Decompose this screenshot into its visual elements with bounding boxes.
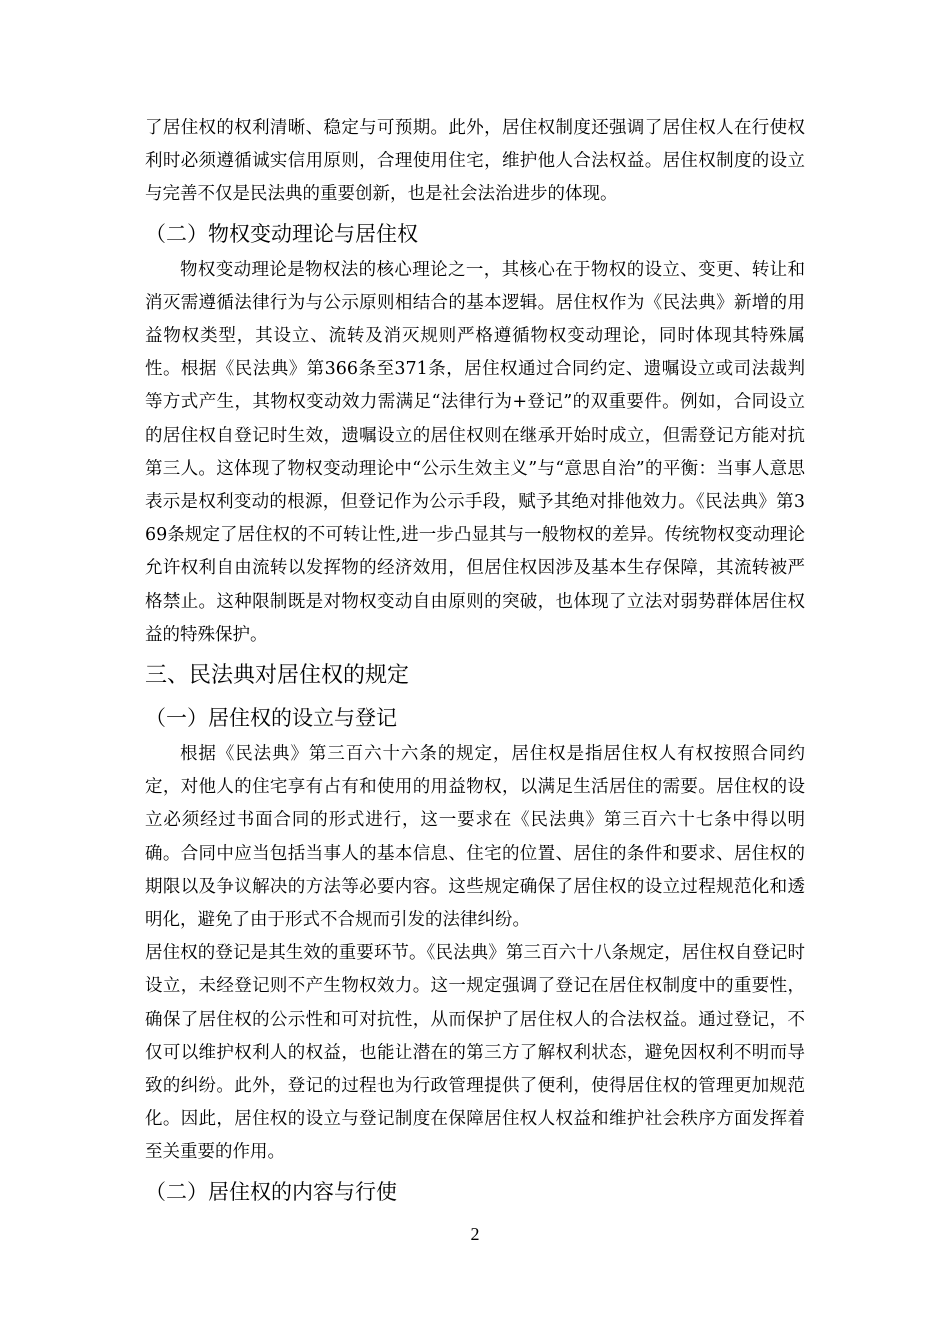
section-2-2-paragraph: 物权变动理论是物权法的核心理论之一，其核心在于物权的设立、变更、转让和消灭需遵循法律行为与公示原则相结合的基本逻辑。居住权作为《民法典》新增的用益物权类型，其设立、流转及消灭规则严格遵循物权变动理论，同时体现其特殊属性。根据《民法典》第366条至371条，居住权通过合同约定、遗嘱设立或司法裁判等方式产生，其物权变动效力需满足“法律行为+登记”的双重要件。例如，合同设立的居住权自登记时生效，遗嘱设立的居住权则在继承开始时成立，但需登记方能对抗第三人。这体现了物权变动理论中“公示生效主义”与“意思自治”的平衡：当事人意思表示是权利变动的根源，但登记作为公示手段，赋予其绝对排他效力。《民法典》第369条规定了居住权的不可转让性,进一步凸显其与一般物权的差异。传统物权变动理论允许权利自由流转以发挥物的经济效用，但居住权因涉及基本生存保障，其流转被严格禁止。这种限制既是对物权变动自由原则的突破，也体现了立法对弱势群体居住权益的特殊保护。 xyxy=(145,259,805,645)
section-heading-3-2: （二）居住权的内容与行使 xyxy=(145,1179,397,1204)
section-3-1-paragraph-1: 根据《民法典》第三百六十六条的规定，居住权是指居住权人有权按照合同约定，对他人的住宅享有占有和使用的用益物权，以满足生活居住的需要。居住权的设立必须经过书面合同的形式进行，这一要求在《民法典》第三百六十七条中得以明确。合同中应当包括当事人的基本信息、住宅的位置、居住的条件和要求、居住权的期限以及争议解决的方法等必要内容。这些规定确保了居住权的设立过程规范化和透明化，避免了由于形式不合规而引发的法律纠纷。 xyxy=(145,744,805,931)
page-content xyxy=(145,112,805,1212)
section-3-1-paragraph-2: 居住权的登记是其生效的重要环节。《民法典》第三百六十八条规定，居住权自登记时设立，未经登记则不产生物权效力。这一规定强调了登记在居住权制度中的重要性，确保了居住权的公示性和可对抗性，从而保护了居住权人的合法权益。通过登记，不仅可以维护权利人的权益，也能让潜在的第三方了解权利状态，避免因权利不明而导致的纠纷。此外，登记的过程也为行政管理提供了便利，使得居住权的管理更加规范化。因此，居住权的设立与登记制度在保障居住权人权益和维护社会秩序方面发挥着至关重要的作用。 xyxy=(145,943,805,1163)
intro-paragraph: 了居住权的权利清晰、稳定与可预期。此外，居住权制度还强调了居住权人在行使权利时必须遵循诚实信用原则，合理使用住宅，维护他人合法权益。居住权制度的设立与完善不仅是民法典的重要创新，也是社会法治进步的体现。 xyxy=(145,118,805,205)
chapter-heading-3: 三、民法典对居住权的规定 xyxy=(145,663,410,689)
section-heading-2-2: （二）物权变动理论与居住权 xyxy=(145,221,418,246)
section-heading-3-1: （一）居住权的设立与登记 xyxy=(145,706,397,731)
page-number: 2 xyxy=(470,1224,480,1244)
